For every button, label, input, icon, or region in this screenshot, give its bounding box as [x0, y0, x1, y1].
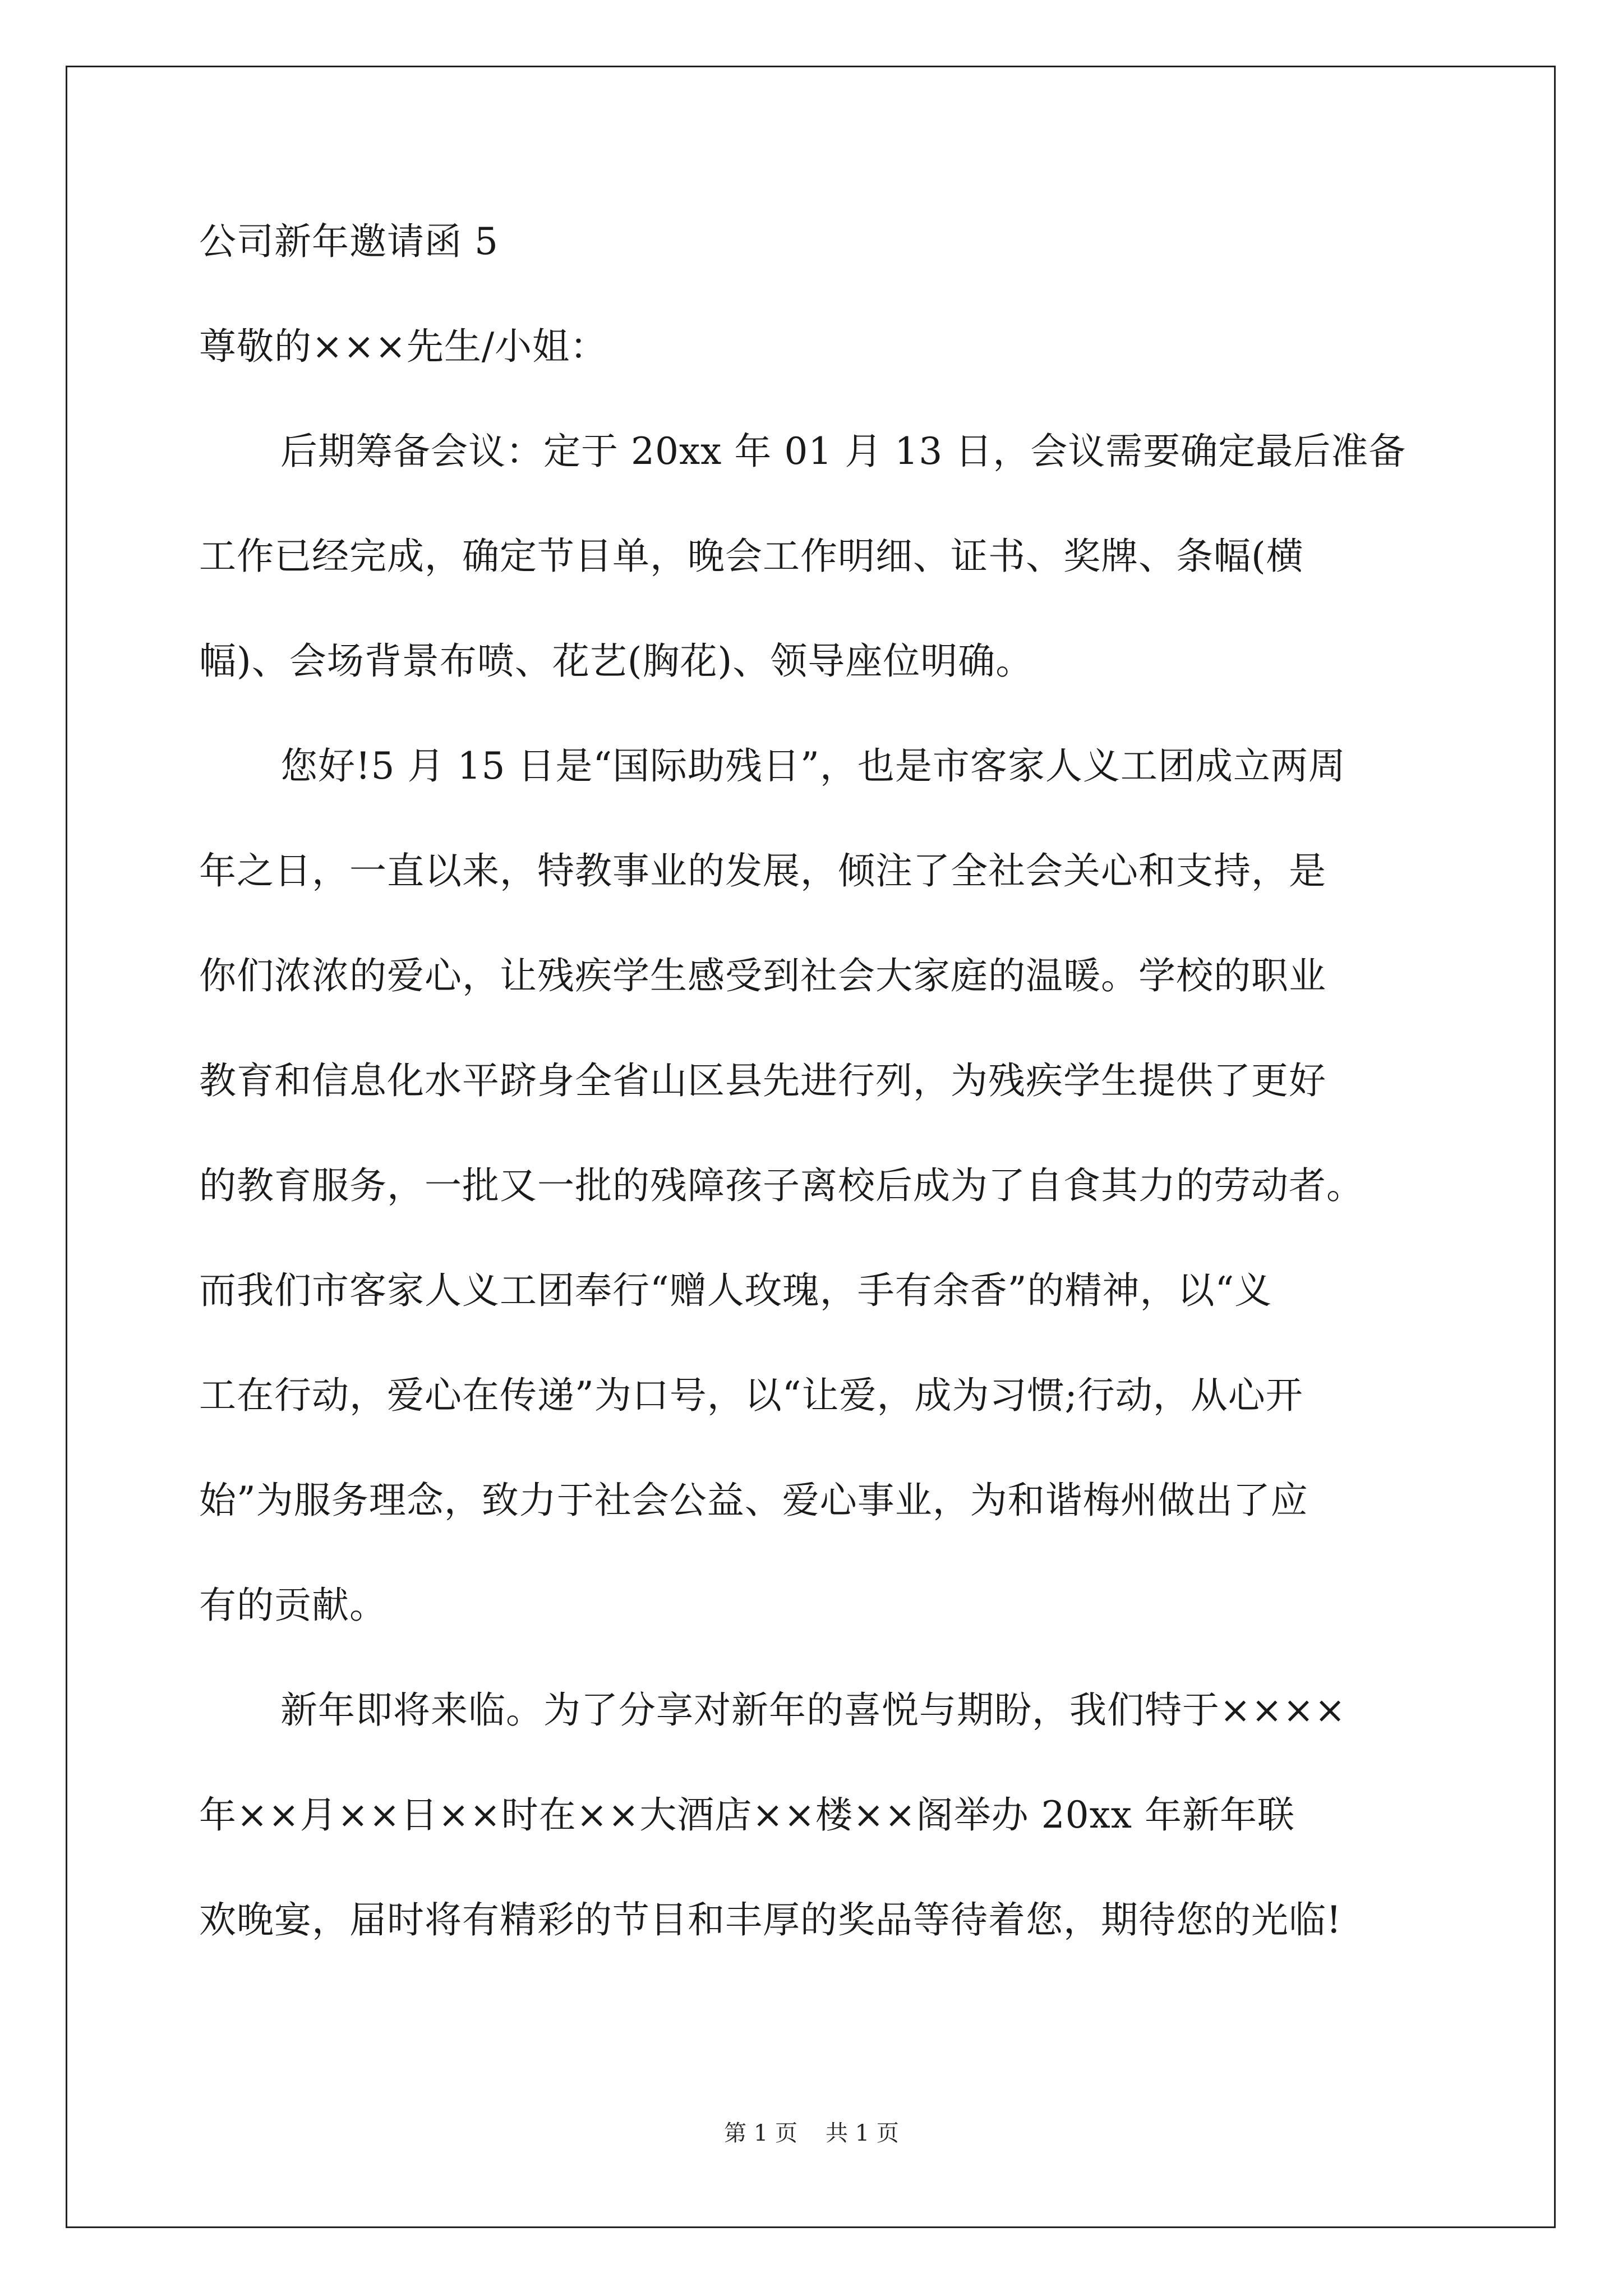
- paragraph-line: 欢晚宴，届时将有精彩的节目和丰厚的奖品等待着您，期待您的光临!: [199, 1898, 1342, 1941]
- paragraph-line: 你们浓浓的爱心，让残疾学生感受到社会大家庭的温暖。学校的职业: [199, 954, 1326, 997]
- page-number-total: 共 1 页: [826, 2120, 899, 2146]
- paragraph-preparation-meeting: [199, 431, 1433, 682]
- paragraph-line: 年之日，一直以来，特教事业的发展，倾注了全社会关心和支持，是: [199, 849, 1326, 892]
- document-body: [199, 222, 1433, 2005]
- paragraph-line: 您好!5 月 15 日是“国际助残日”，也是市客家人义工团成立两周: [280, 744, 1346, 788]
- paragraph-line: 幅)、会场背景布喷、花艺(胸花)、领导座位明确。: [199, 639, 1034, 683]
- document-title: 公司新年邀请函 5: [199, 220, 499, 263]
- paragraph-new-year-invitation: [199, 1690, 1433, 1940]
- paragraph-line: 后期筹备会议：定于 20xx 年 01 月 13 日，会议需要确定最后准备: [280, 430, 1407, 473]
- page-footer: [0, 2121, 1623, 2146]
- paragraph-line: 工作已经完成，确定节目单，晚会工作明细、证书、奖牌、条幅(横: [199, 535, 1304, 578]
- paragraph-line: 始”为服务理念，致力于社会公益、爱心事业，为和谐梅州做出了应: [199, 1479, 1308, 1522]
- paragraph-disability-day: [199, 746, 1433, 1626]
- paragraph-line: 的教育服务，一批又一批的残障孩子离校后成为了自食其力的劳动者。: [199, 1164, 1364, 1207]
- page-number-current: 第 1 页: [724, 2120, 797, 2146]
- paragraph-line: 教育和信息化水平跻身全省山区县先进行列，为残疾学生提供了更好: [199, 1059, 1326, 1102]
- paragraph-line: 有的贡献。: [199, 1584, 387, 1627]
- paragraph-line: 新年即将来临。为了分享对新年的喜悦与期盼，我们特于××××: [280, 1688, 1347, 1732]
- salutation: 尊敬的×××先生/小姐：: [199, 325, 608, 368]
- paragraph-line: 工在行动，爱心在传递”为口号，以“让爱，成为习惯;行动，从心开: [199, 1374, 1303, 1417]
- paragraph-line: 而我们市客家人义工团奉行“赠人玫瑰，手有余香”的精神，以“义: [199, 1269, 1272, 1312]
- paragraph-line: 年××月××日××时在××大酒店××楼××阁举办 20xx 年新年联: [199, 1793, 1295, 1837]
